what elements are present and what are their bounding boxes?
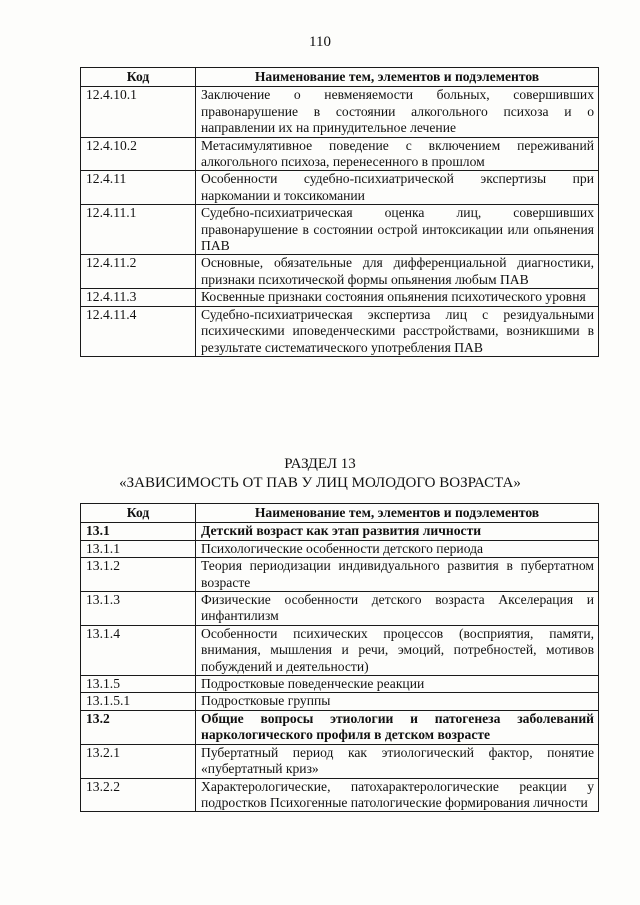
topics-table-1 [80, 67, 599, 357]
table-row [81, 289, 599, 306]
row-code: 13.1.5 [81, 676, 196, 693]
table-row [81, 87, 599, 137]
table-header-row [81, 68, 599, 87]
name-column-header: Наименование тем, элементов и подэлементов [196, 504, 599, 523]
topics-table-2 [80, 503, 599, 812]
row-name: Подростковые поведенческие реакции [196, 676, 599, 693]
section-title: «ЗАВИСИМОСТЬ ОТ ПАВ У ЛИЦ МОЛОДОГО ВОЗРАСТА» [119, 475, 521, 491]
row-code: 13.1.1 [81, 540, 196, 557]
row-code: 12.4.11.3 [81, 289, 196, 306]
row-name: Заключение о невменяемости больных, совершивших правонарушение в состоянии алкогольного психоза и о направлении их на принудительное лечение [196, 87, 599, 137]
row-name: Теория периодизации индивидуального развития в пубертатном возрасте [196, 558, 599, 592]
table-body [81, 87, 599, 357]
code-column-header: Код [81, 504, 196, 523]
table-row [81, 625, 599, 675]
row-name: Основные, обязательные для дифференциальной диагностики, признаки психотической формы опьянения любым ПАВ [196, 255, 599, 289]
row-code: 13.1.5.1 [81, 693, 196, 710]
table-row [81, 710, 599, 744]
table-header-row [81, 504, 599, 523]
table-row [81, 693, 599, 710]
row-code: 12.4.11.1 [81, 205, 196, 255]
code-column-header: Код [81, 68, 196, 87]
row-code: 13.1.3 [81, 592, 196, 626]
table-row [81, 778, 599, 812]
section-number: РАЗДЕЛ 13 [284, 456, 356, 472]
row-name: Физические особенности детского возраста Акселерация и инфантилизм [196, 592, 599, 626]
table-row [81, 205, 599, 255]
row-name: Детский возраст как этап развития личности [196, 523, 599, 540]
row-name: Пубертатный период как этиологический фактор, понятие «пубертатный криз» [196, 744, 599, 778]
table-row [81, 306, 599, 356]
table-row [81, 744, 599, 778]
table-row [81, 592, 599, 626]
row-code: 13.1.4 [81, 625, 196, 675]
row-name: Косвенные признаки состояния опьянения психотического уровня [196, 289, 599, 306]
row-code: 12.4.10.1 [81, 87, 196, 137]
row-code: 13.2.2 [81, 778, 196, 812]
table-row [81, 558, 599, 592]
row-code: 12.4.10.2 [81, 137, 196, 171]
table-row [81, 676, 599, 693]
row-code: 13.1 [81, 523, 196, 540]
name-column-header: Наименование тем, элементов и подэлементов [196, 68, 599, 87]
row-code: 12.4.11 [81, 171, 196, 205]
row-code: 13.2 [81, 710, 196, 744]
row-name: Психологические особенности детского периода [196, 540, 599, 557]
row-code: 13.2.1 [81, 744, 196, 778]
row-name: Метасимулятивное поведение с включением переживаний алкогольного психоза, перенесенного в прошлом [196, 137, 599, 171]
row-name: Подростковые группы [196, 693, 599, 710]
page-number: 110 [309, 34, 331, 50]
row-code: 12.4.11.4 [81, 306, 196, 356]
table-row [81, 523, 599, 540]
row-name: Судебно-психиатрическая оценка лиц, совершивших правонарушение в состоянии острой интоксикации или опьянения ПАВ [196, 205, 599, 255]
table-body [81, 523, 599, 812]
table-row [81, 540, 599, 557]
table-row [81, 137, 599, 171]
row-name: Особенности судебно-психиатрической экспертизы при наркомании и токсикомании [196, 171, 599, 205]
row-name: Общие вопросы этиологии и патогенеза заболеваний наркологического профиля в детском возрасте [196, 710, 599, 744]
row-name: Характерологические, патохарактерологические реакции у подростков Психогенные патологические формирования личности [196, 778, 599, 812]
row-name: Особенности психических процессов (восприятия, памяти, внимания, мышления и речи, эмоций, потребностей, мотивов побуждений и деятельности) [196, 625, 599, 675]
row-code: 13.1.2 [81, 558, 196, 592]
row-name: Судебно-психиатрическая экспертиза лиц с резидуальными психическими иповеденческими расстройствами, возникшими в результате систематического употребления ПАВ [196, 306, 599, 356]
table-row [81, 255, 599, 289]
row-code: 12.4.11.2 [81, 255, 196, 289]
table-row [81, 171, 599, 205]
